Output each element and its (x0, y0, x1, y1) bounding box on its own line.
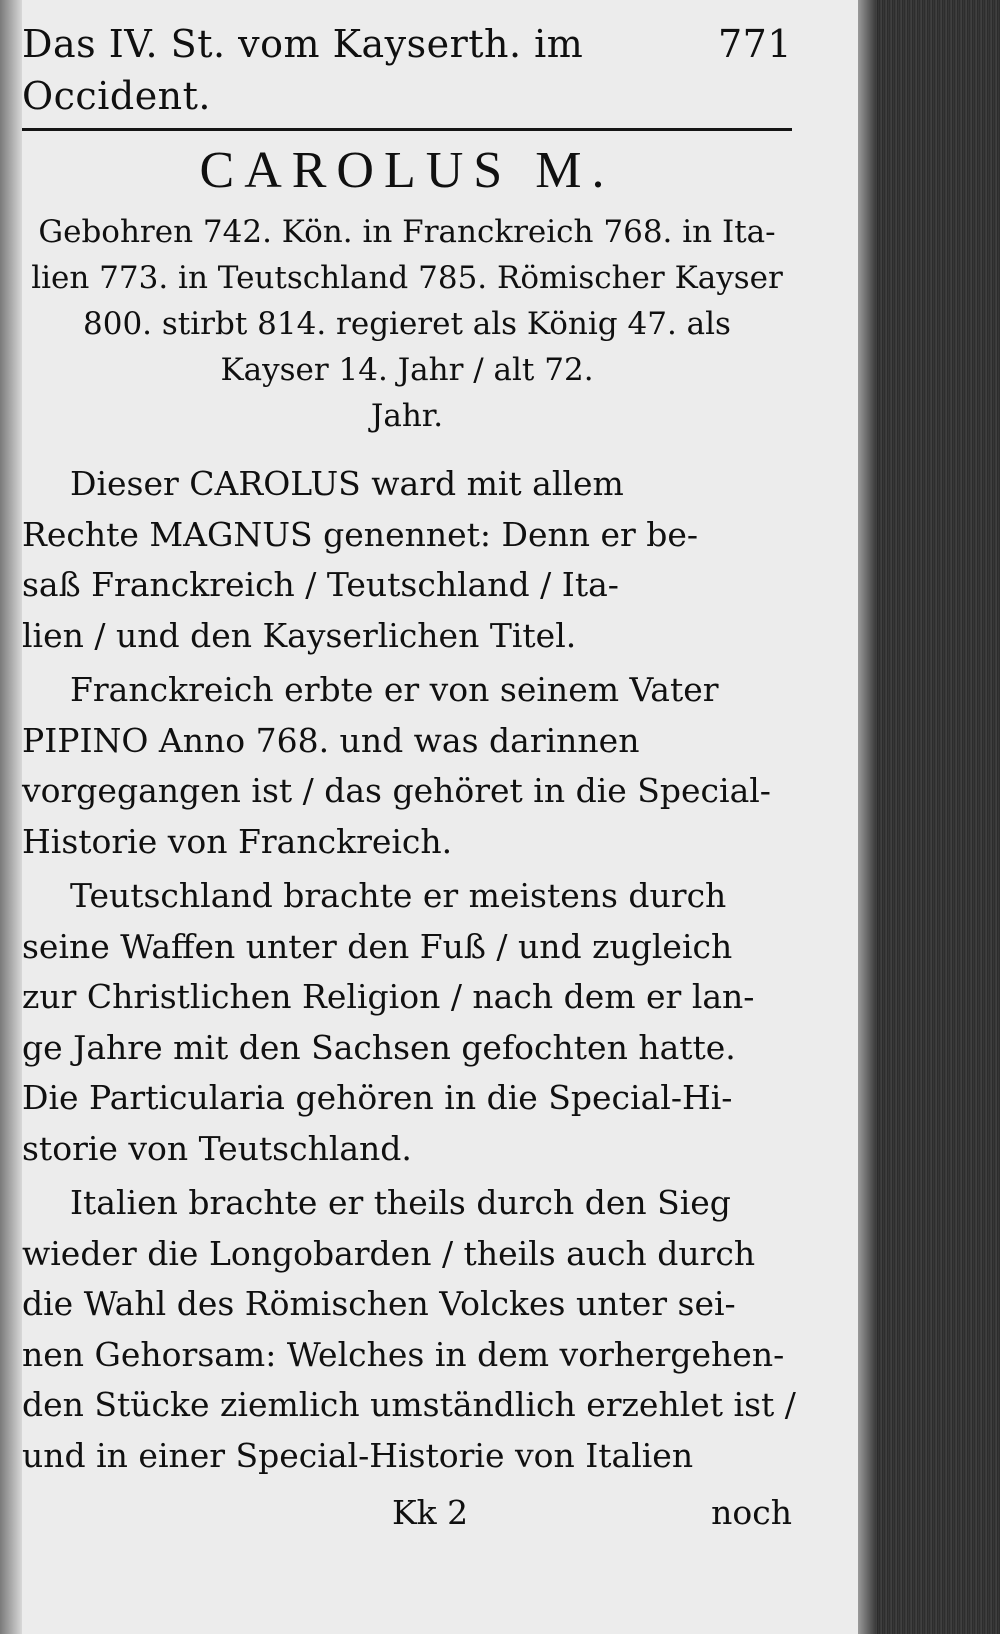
text-line: den Stücke ziemlich umständlich erzehlet ist / (22, 1385, 796, 1424)
text-line: und in einer Special-Historie von Italien (22, 1435, 694, 1475)
running-title: Das IV. St. vom Kayserth. im Occident. (22, 22, 584, 118)
page-stack-edge (858, 0, 1000, 1634)
paragraph (22, 1178, 796, 1481)
text-line: ge Jahre mit den Sachsen gefochten hatte. (22, 1027, 736, 1067)
text-line: Dieser CAROLUS ward mit allem (70, 464, 624, 503)
dates-line: Jahr. (370, 398, 444, 434)
text-line: Franckreich erbte er von seinem Vater (70, 670, 719, 709)
dates-block (22, 209, 792, 439)
page-number: 771 (717, 22, 792, 66)
header-rule (22, 128, 792, 131)
dates-line: Kayser 14. Jahr / alt 72. (220, 352, 594, 388)
dates-line: lien 773. in Teutschland 785. Römischer Kayser (31, 260, 783, 296)
text-line: die Wahl des Römischen Volckes unter sei- (22, 1284, 736, 1323)
text-line: vorgegangen ist / das gehöret in die Special- (22, 771, 771, 810)
dates-line: Gebohren 742. Kön. in Franckreich 768. in Ita- (38, 214, 776, 250)
text-line: nen Gehorsam: Welches in dem vorhergehen- (22, 1334, 785, 1374)
text-line: Historie von Franckreich. (22, 821, 453, 861)
dates-line: 800. stirbt 814. regieret als König 47. als (83, 306, 731, 342)
text-line: wieder die Longobarden / theils auch durch (22, 1233, 756, 1273)
signature-mark: Kk 2 (392, 1493, 469, 1532)
text-line: lien / und den Kayserlichen Titel. (22, 615, 577, 655)
text-line: PIPINO Anno 768. und was darinnen (22, 720, 640, 760)
catchword: noch (711, 1493, 792, 1532)
text-line: Italien brachte er theils durch den Sieg (70, 1183, 731, 1222)
text-line: saß Franckreich / Teutschland / Ita- (22, 565, 619, 604)
text-line: seine Waffen unter den Fuß / und zugleich (22, 926, 733, 966)
text-line: zur Christlichen Religion / nach dem er lan- (22, 977, 755, 1016)
paragraph (22, 665, 792, 867)
text-line: storie von Teutschland. (22, 1128, 412, 1168)
paragraph (22, 871, 792, 1174)
page-content (22, 18, 796, 1537)
page-footer (22, 1489, 792, 1537)
body-text (22, 459, 796, 1481)
text-line: Die Particularia gehören in die Special-Hi- (22, 1078, 733, 1117)
text-line: Teutschland brachte er meistens durch (70, 876, 727, 915)
gutter-shadow (0, 0, 22, 1634)
paragraph (22, 459, 792, 661)
section-title: CAROLUS M. (199, 142, 615, 199)
page-edge-shadow (858, 0, 876, 1634)
running-head (22, 18, 792, 122)
text-line: Rechte MAGNUS genennet: Denn er be- (22, 514, 699, 554)
